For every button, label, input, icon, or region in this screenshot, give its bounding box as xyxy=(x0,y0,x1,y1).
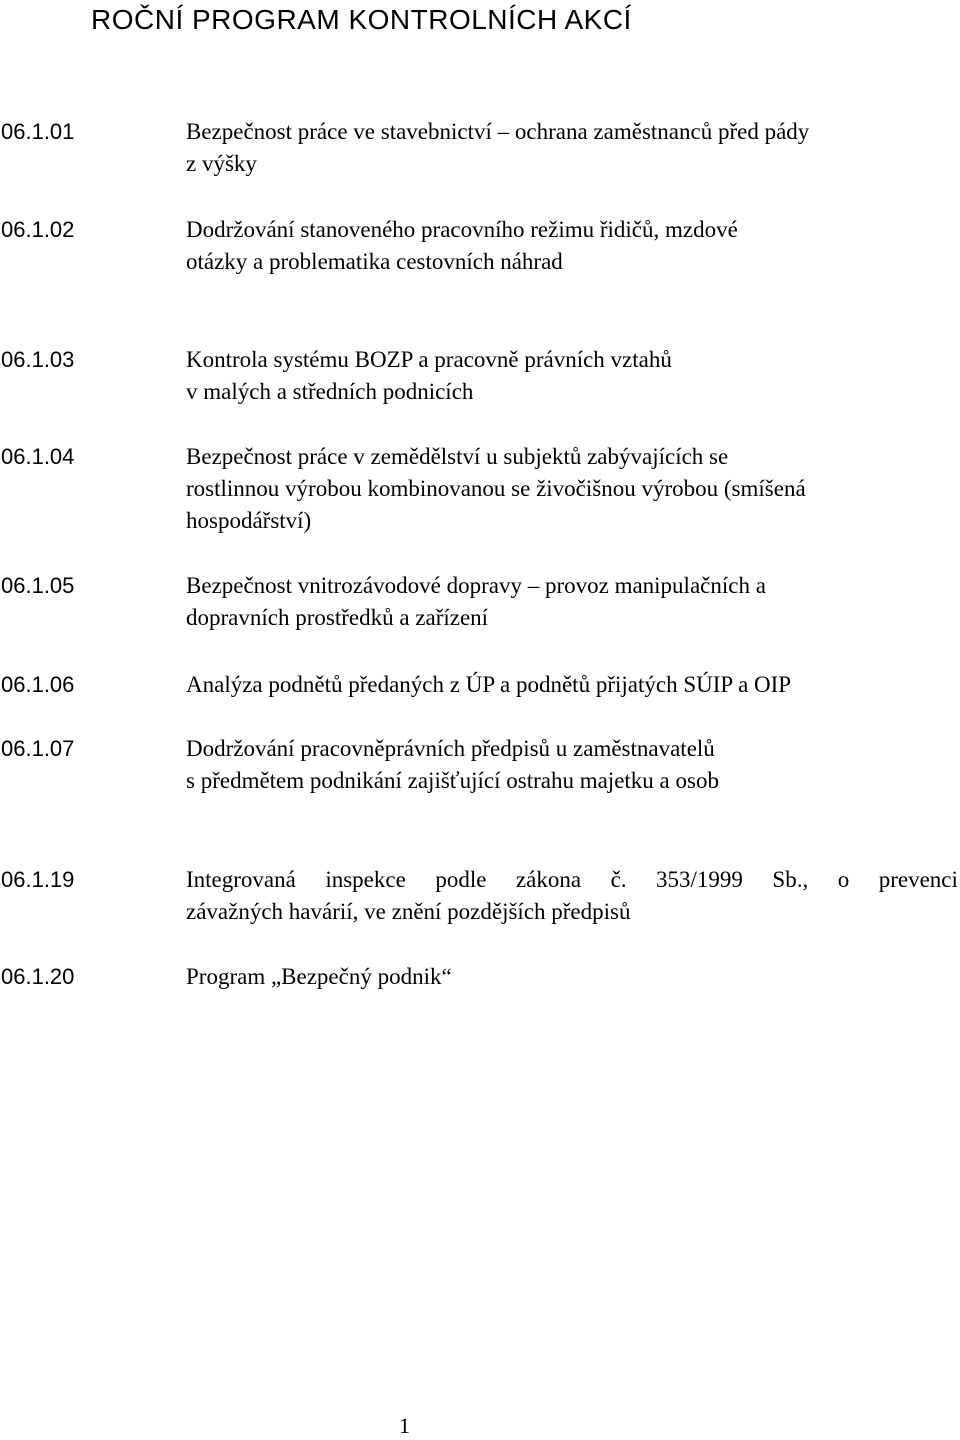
item-description-line: Kontrola systému BOZP a pracovně právních vztahů xyxy=(186,347,672,372)
item-description-line: otázky a problematika cestovních náhrad xyxy=(186,249,563,274)
item-description xyxy=(186,864,958,928)
item-code: 06.1.04 xyxy=(1,444,75,469)
item-description-line: s předmětem podnikání zajišťující ostrahu majetku a osob xyxy=(186,768,719,793)
item-description xyxy=(186,669,958,701)
item-description xyxy=(186,441,958,537)
item-description xyxy=(186,116,958,180)
word: Integrovaná xyxy=(186,867,296,892)
item-code: 06.1.20 xyxy=(1,964,75,989)
item-code: 06.1.06 xyxy=(1,672,75,697)
item-description-line: Dodržování stanoveného pracovního režimu řidičů, mzdové xyxy=(186,217,738,242)
item-code: 06.1.02 xyxy=(1,217,75,242)
item-description-line: dopravních prostředků a zařízení xyxy=(186,605,489,630)
item-code: 06.1.07 xyxy=(1,736,75,761)
word: inspekce xyxy=(325,867,406,892)
page-number: 1 xyxy=(399,1413,410,1438)
item-code: 06.1.03 xyxy=(1,347,75,372)
item-description-line xyxy=(186,864,958,896)
item-description-line: Dodržování pracovněprávních předpisů u zaměstnavatelů xyxy=(186,736,715,761)
item-code: 06.1.05 xyxy=(1,573,75,598)
item-description xyxy=(186,570,958,634)
word: č. xyxy=(610,867,627,892)
item-description-line: Bezpečnost práce ve stavebnictví – ochrana zaměstnanců před pády xyxy=(186,119,810,144)
item-description-line: v malých a středních podnicích xyxy=(186,379,474,404)
item-description-line: Analýza podnětů předaných z ÚP a podnětů přijatých SÚIP a OIP xyxy=(186,672,792,697)
word: o xyxy=(837,867,850,892)
item-description-line: Program „Bezpečný podnik“ xyxy=(186,964,452,989)
item-description-line: Bezpečnost práce v zemědělství u subjektů zabývajících se xyxy=(186,444,729,469)
item-description-line: Bezpečnost vnitrozávodové dopravy – provoz manipulačních a xyxy=(186,573,766,598)
word: podle xyxy=(435,867,487,892)
item-description xyxy=(186,214,958,278)
item-description xyxy=(186,344,958,408)
item-description xyxy=(186,733,958,797)
word: Sb., xyxy=(772,867,809,892)
item-description-line: z výšky xyxy=(186,151,257,176)
word: 353/1999 xyxy=(656,867,743,892)
item-code: 06.1.01 xyxy=(1,119,75,144)
item-description xyxy=(186,961,958,993)
item-description-line: rostlinnou výrobou kombinovanou se živočišnou výrobou (smíšená xyxy=(186,476,806,501)
page-title: ROČNÍ PROGRAM KONTROLNÍCH AKCÍ xyxy=(91,4,632,35)
item-description-line: závažných havárií, ve znění pozdějších předpisů xyxy=(186,899,631,924)
word: zákona xyxy=(515,867,582,892)
word: prevenci xyxy=(878,867,958,892)
item-code: 06.1.19 xyxy=(1,867,75,892)
item-description-line: hospodářství) xyxy=(186,508,312,533)
